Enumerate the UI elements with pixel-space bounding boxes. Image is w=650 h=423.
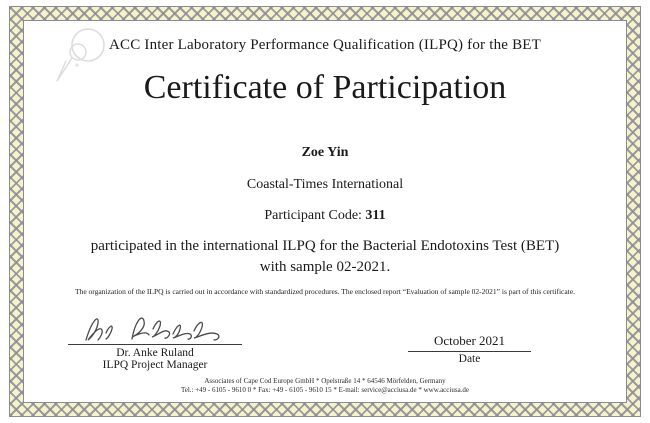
certificate-statement [54, 236, 596, 278]
handwritten-signature-icon [80, 310, 230, 344]
footer-address-line: Associates of Cape Cod Europe GmbH * Opelstraße 14 * 64546 Mörfelden, Germany [204, 377, 446, 385]
date-block [402, 333, 537, 365]
participant-code-label: Participant Code: [264, 208, 366, 223]
statement-line-1: participated in the international ILPQ for the Bacterial Endotoxins Test (BET) [90, 238, 560, 254]
participant-code-value: 311 [365, 208, 386, 223]
participant-organization: Coastal-Times International [246, 177, 404, 192]
participant-code-line [24, 208, 626, 224]
certificate-body [23, 20, 627, 403]
signature-line [68, 344, 242, 345]
certificate-decorative-border [9, 6, 641, 417]
date-label: Date [458, 353, 481, 365]
date-value: October 2021 [433, 333, 506, 348]
certificate-footer [24, 377, 626, 395]
footer-contact-line: Tel.: +49 - 6105 - 9610 0 * Fax: +49 - 6105 - 9610 15 * E-mail: service@acciusa.de * www.acciusa.de [180, 386, 470, 394]
signature-block [66, 310, 244, 371]
date-line [408, 351, 531, 352]
signatory-role: ILPQ Project Manager [102, 359, 208, 371]
certificate-title: Certificate of Participation [143, 69, 507, 106]
certificate-header: ACC Inter Laboratory Performance Qualification (ILPQ) for the BET [108, 37, 542, 53]
statement-line-2: with sample 02-2021. [259, 259, 391, 275]
signatory-name: Dr. Anke Ruland [116, 347, 194, 359]
participant-name: Zoe Yin [301, 145, 349, 160]
fine-print: The organization of the ILPQ is carried out in accordance with standardized procedures. The enclosed report “Evaluation of sample 02-2021” is part of this certificate. [75, 287, 575, 296]
